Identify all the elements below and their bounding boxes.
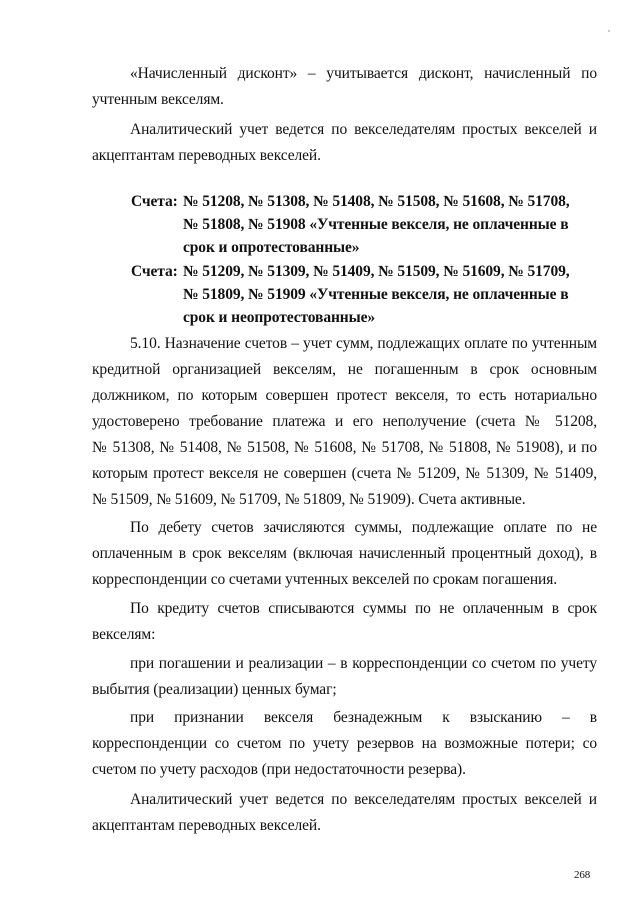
page-number: 268 — [574, 869, 591, 881]
paragraph-accrued-discount — [92, 61, 597, 113]
text-line: 5.10. Назначение счетов – учет сумм, подлежащих оплате по учтенным — [130, 335, 597, 352]
accounts-label: Счета: — [131, 263, 178, 280]
text-line: векселям: — [92, 626, 156, 643]
paragraph-analytic-accounting — [92, 117, 597, 169]
accounts-heading-line: № 51208, № 51308, № 51408, № 51508, № 51608, № 51708, — [183, 193, 570, 210]
accounts-heading-line: № 51809, № 51909 «Учтенные векселя, не оплаченные в — [183, 286, 569, 303]
accounts-heading-line: № 51209, № 51309, № 51409, № 51509, № 51609, № 51709, — [183, 263, 570, 280]
text-line: акцептантам переводных векселей. — [92, 817, 321, 834]
text-line: оплаченным в срок векселям (включая начисленный процентный доход), в — [92, 545, 597, 562]
paragraph-analytic-accounting-2 — [92, 787, 597, 839]
accounts-heading-line: срок и опротестованные» — [183, 239, 360, 256]
text-line: учтенным векселям. — [92, 91, 224, 108]
text-line: акцептантам переводных векселей. — [92, 147, 321, 164]
accounts-heading-unprotested — [131, 260, 597, 329]
text-line: кредитной организацией векселям, не погашенным в срок основным — [92, 361, 597, 378]
text-line: № 51308, № 51408, № 51508, № 51608, № 51708, № 51808, № 51908), и по — [92, 439, 597, 456]
text-line: корреспонденции со счетами учтенных векселей по срокам погашения. — [92, 571, 558, 588]
scan-speck — [608, 30, 610, 32]
text-line: «Начисленный дисконт» – учитывается дисконт, начисленный по — [130, 65, 597, 82]
text-line: которым протест векселя не совершен (счета № 51209, № 51309, № 51409, — [92, 465, 597, 482]
text-line: должником, по которым совершен протест векселя, то есть нотариально — [92, 387, 597, 404]
text-line: По кредиту счетов списываются суммы по не оплаченным в срок — [130, 600, 597, 617]
accounts-heading-line: срок и неопротестованные» — [183, 309, 376, 326]
text-line: счетом по учету расходов (при недостаточности резерва). — [92, 761, 466, 778]
paragraph-debit — [92, 515, 597, 593]
text-line: при погашении и реализации – в корреспонденции со счетом по учету — [130, 655, 597, 672]
paragraph-credit — [92, 596, 597, 648]
text-line: при признании векселя безнадежным к взысканию – в — [130, 709, 597, 726]
text-line: Аналитический учет ведется по векселедателям простых векселей и — [130, 791, 597, 808]
text-line: Аналитический учет ведется по векселедателям простых векселей и — [130, 121, 597, 138]
accounts-heading-protested — [131, 190, 597, 259]
text-line: корреспонденции со счетом по учету резервов на возможные потери; со — [92, 735, 597, 752]
accounts-label: Счета: — [131, 193, 178, 210]
paragraph-hopeless — [92, 705, 597, 783]
text-line: По дебету счетов зачисляются суммы, подлежащие оплате по не — [130, 519, 597, 536]
accounts-heading-line: № 51808, № 51908 «Учтенные векселя, не оплаченные в — [183, 216, 569, 233]
text-line: удостоверено требование платежа и его неполучение (счета № 51208, — [92, 413, 597, 430]
text-line: № 51509, № 51609, № 51709, № 51809, № 51909). Счета активные. — [92, 491, 526, 508]
paragraph-repayment — [92, 651, 597, 703]
text-line: выбытия (реализации) ценных бумаг; — [92, 681, 337, 698]
paragraph-account-purpose — [92, 331, 597, 513]
